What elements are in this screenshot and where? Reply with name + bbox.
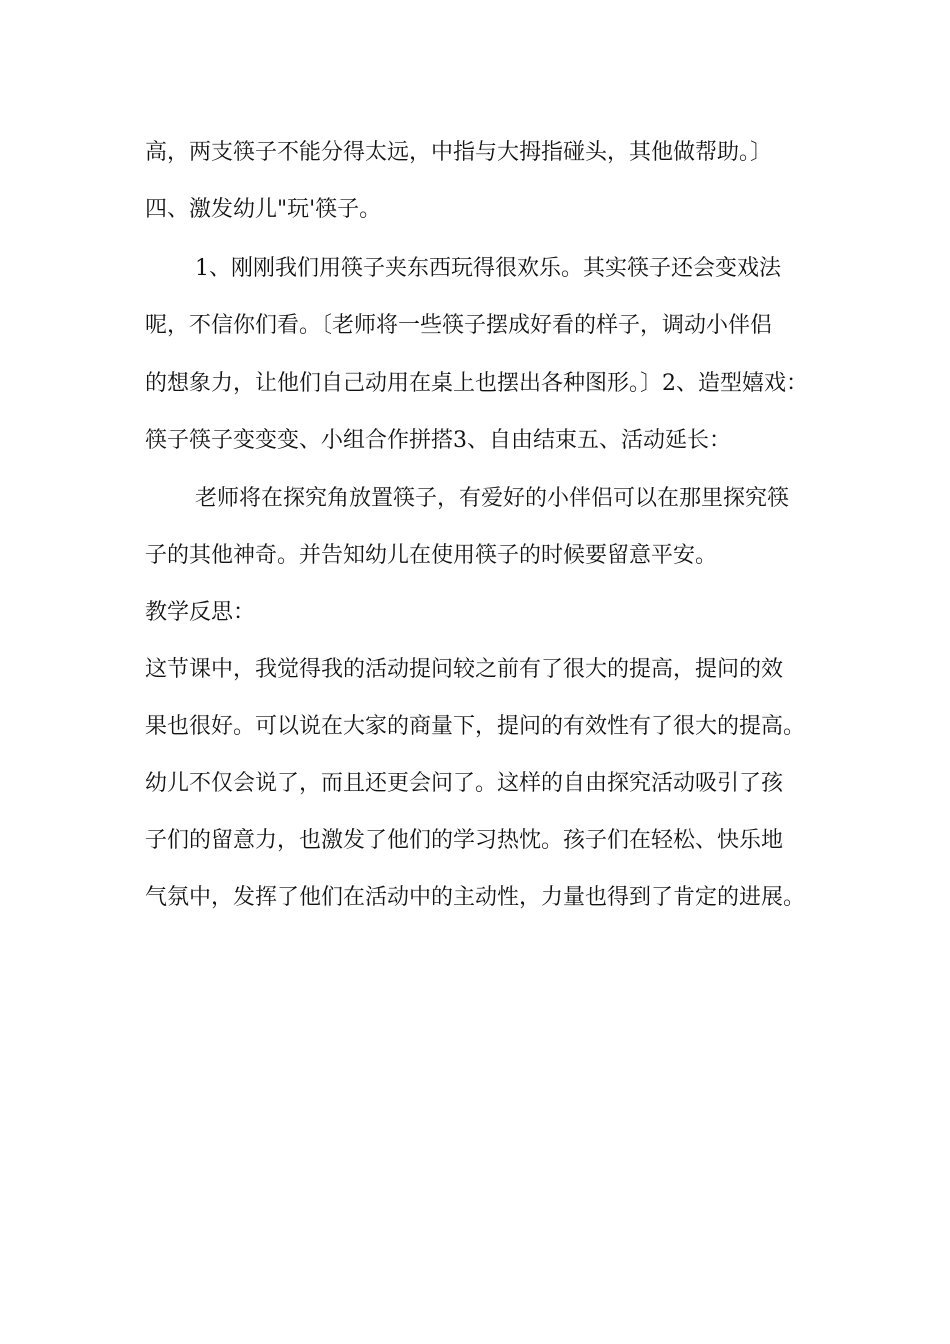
section-heading: 教学反思： <box>145 600 256 625</box>
text-line: 的想象力，让他们自己动用在桌上也摆出各种图形。〕2、造型嬉戏： <box>145 371 808 396</box>
text-line: 老师将在探究角放置筷子，有爱好的小伴侣可以在那里探究筷 <box>195 486 790 511</box>
text-line: 呢，不信你们看。〔老师将一些筷子摆成好看的样子，调动小伴侣 <box>145 313 773 338</box>
text-line: 筷子筷子变变变、小组合作拼搭3、自由结束五、活动延长： <box>145 428 731 453</box>
text-line: 子们的留意力，也激发了他们的学习热忱。孩子们在轻松、快乐地 <box>145 828 784 853</box>
text-line: 这节课中，我觉得我的活动提问较之前有了很大的提高，提问的效 <box>145 657 784 682</box>
text-line: 幼儿不仅会说了，而且还更会问了。这样的自由探究活动吸引了孩 <box>145 771 784 796</box>
section-heading: 四、激发幼儿"玩'筷子。 <box>145 197 382 222</box>
text-line: 气氛中，发挥了他们在活动中的主动性，力量也得到了肯定的进展。 <box>145 885 806 910</box>
text-line: 子的其他神奇。并告知幼儿在使用筷子的时候要留意平安。 <box>145 543 718 568</box>
text-line: 1、刚刚我们用筷子夹东西玩得很欢乐。其实筷子还会变戏法 <box>195 256 781 281</box>
text-line: 高，两支筷子不能分得太远，中指与大拇指碰头，其他做帮助。〕 <box>145 140 773 165</box>
text-line: 果也很好。可以说在大家的商量下，提问的有效性有了很大的提高。 <box>145 714 806 739</box>
